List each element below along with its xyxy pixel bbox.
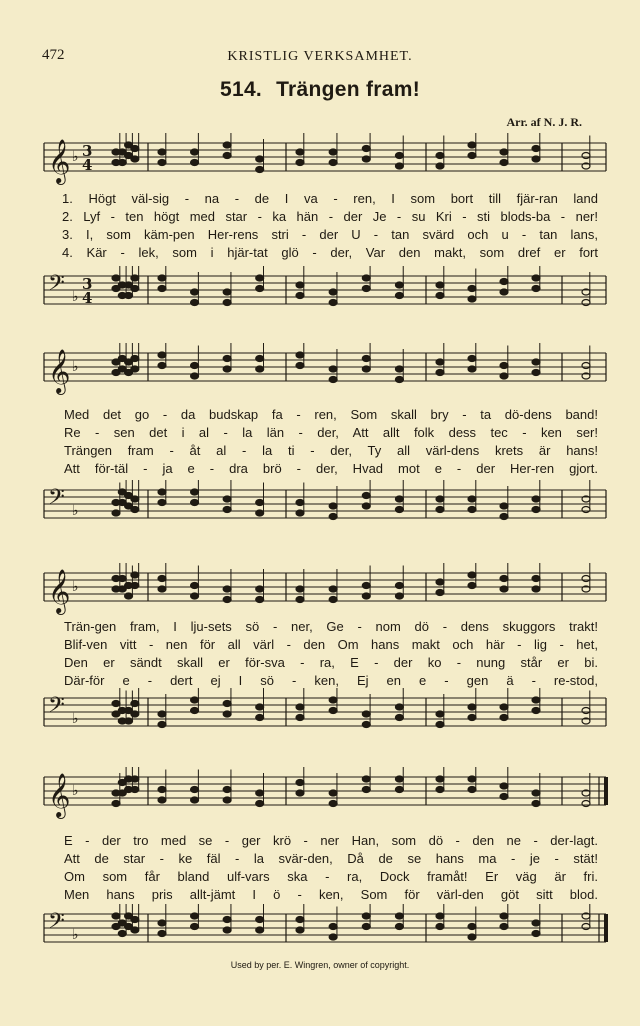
note-head	[158, 797, 166, 803]
note-head	[329, 503, 337, 509]
note-head	[395, 924, 403, 930]
note-head	[532, 370, 540, 376]
note-head	[395, 715, 403, 721]
note-head	[131, 286, 139, 292]
note-head	[329, 924, 337, 930]
flat-key-signature-icon: ♭	[72, 289, 79, 305]
flat-key-signature-icon: ♭	[72, 503, 79, 519]
note-head	[436, 913, 444, 919]
note-head	[296, 597, 304, 603]
flat-key-signature-icon: ♭	[72, 579, 79, 595]
note-head	[468, 583, 476, 589]
time-signature: 3	[82, 275, 93, 293]
note-head	[362, 722, 370, 728]
note-head	[362, 593, 370, 599]
note-head	[223, 597, 231, 603]
music-system-3	[40, 558, 610, 758]
note-head	[223, 496, 231, 502]
note-head	[500, 514, 508, 520]
note-head	[131, 787, 139, 793]
hymn-number: 514.	[219, 78, 263, 101]
note-head	[256, 704, 264, 710]
lyric-verse-2: 2. Lyf - ten högt med star - ka hän - der Je - su Kri - sti blods-ba - ner!	[62, 209, 598, 224]
note-head	[468, 715, 476, 721]
note-head	[468, 296, 476, 302]
flat-key-signature-icon: ♭	[72, 359, 79, 375]
note-head	[468, 572, 476, 578]
note-head	[436, 711, 444, 717]
note-head	[296, 363, 304, 369]
note-head	[436, 496, 444, 502]
note-head	[582, 363, 590, 369]
note-head	[158, 787, 166, 793]
note-head	[329, 289, 337, 295]
note-head	[296, 790, 304, 796]
note-head	[532, 576, 540, 582]
note-head	[436, 776, 444, 782]
lyrics-block-1	[40, 190, 610, 262]
music-system-1	[40, 128, 610, 328]
note-head	[256, 715, 264, 721]
lyric-verse-2: Re - sen det i al - la län - der, Att allt folk dess tec - ken ser!	[64, 425, 598, 440]
note-head	[436, 579, 444, 585]
note-head	[131, 507, 139, 513]
note-head	[296, 282, 304, 288]
note-head	[436, 722, 444, 728]
note-head	[582, 576, 590, 582]
hymn-heading	[0, 78, 640, 102]
bass-clef-icon: 𝄢	[48, 693, 65, 723]
note-head	[582, 300, 590, 306]
note-head	[131, 572, 139, 578]
note-head	[329, 300, 337, 306]
treble-clef-icon: 𝄞	[48, 569, 71, 613]
note-head	[532, 920, 540, 926]
note-head	[158, 711, 166, 717]
note-head	[158, 160, 166, 166]
note-head	[582, 708, 590, 714]
note-head	[395, 776, 403, 782]
treble-staff-3	[40, 563, 610, 623]
note-head	[223, 586, 231, 592]
note-head	[158, 286, 166, 292]
flat-key-signature-icon: ♭	[72, 783, 79, 799]
note-head	[532, 275, 540, 281]
bass-staff-2	[40, 480, 610, 540]
note-head	[131, 366, 139, 372]
note-head	[395, 913, 403, 919]
lyrics-block-3	[40, 618, 610, 690]
note-head	[468, 142, 476, 148]
note-head	[329, 801, 337, 807]
note-head	[436, 924, 444, 930]
note-head	[223, 787, 231, 793]
note-head	[395, 787, 403, 793]
note-head	[362, 366, 370, 372]
lyric-verse-1: E - der tro med se - ger krö - ner Han, som dö - den ne - der-lagt.	[64, 833, 598, 848]
flat-key-signature-icon: ♭	[72, 711, 79, 727]
time-signature: 4	[82, 289, 93, 307]
note-head	[112, 701, 120, 707]
treble-staff-2	[40, 343, 610, 403]
note-head	[118, 576, 126, 582]
note-head	[395, 496, 403, 502]
note-head	[256, 917, 264, 923]
note-head	[468, 934, 476, 940]
note-head	[131, 701, 139, 707]
note-head	[500, 704, 508, 710]
note-head	[468, 787, 476, 793]
note-head	[131, 275, 139, 281]
lyric-verse-4: Där-för e - dert ej I sö - ken, Ej en e - gen ä - re-stod,	[64, 673, 598, 688]
note-head	[296, 510, 304, 516]
note-head	[468, 704, 476, 710]
note-head	[395, 704, 403, 710]
note-head	[532, 697, 540, 703]
note-head	[131, 711, 139, 717]
note-head	[256, 156, 264, 162]
note-head	[223, 289, 231, 295]
note-head	[112, 275, 120, 281]
bass-clef-icon: 𝄢	[48, 909, 65, 939]
note-head	[125, 593, 133, 599]
note-head	[436, 590, 444, 596]
note-head	[191, 363, 199, 369]
bass-clef-icon: 𝄢	[48, 271, 65, 301]
note-head	[223, 507, 231, 513]
lyric-verse-4: Att för-täl - ja e - dra brö - der, Hvad mot e - der Her-ren gjort.	[64, 461, 598, 476]
note-head	[468, 776, 476, 782]
page-number: 472	[42, 47, 65, 63]
bass-staff-4	[40, 904, 610, 964]
note-head	[500, 576, 508, 582]
note-head	[158, 489, 166, 495]
note-head	[468, 366, 476, 372]
treble-staff-1	[40, 133, 610, 193]
note-head	[191, 160, 199, 166]
note-head	[256, 790, 264, 796]
note-head	[362, 913, 370, 919]
treble-staff-4	[40, 767, 610, 827]
note-head	[329, 514, 337, 520]
note-head	[532, 286, 540, 292]
note-head	[329, 597, 337, 603]
note-head	[362, 286, 370, 292]
note-head	[395, 377, 403, 383]
note-head	[395, 153, 403, 159]
note-head	[362, 503, 370, 509]
note-head	[329, 934, 337, 940]
note-head	[500, 363, 508, 369]
note-head	[582, 153, 590, 159]
note-head	[500, 924, 508, 930]
note-head	[191, 149, 199, 155]
note-head	[362, 146, 370, 152]
note-head	[223, 142, 231, 148]
note-head	[191, 583, 199, 589]
note-head	[582, 801, 590, 807]
note-head	[500, 160, 508, 166]
note-head	[362, 356, 370, 362]
note-head	[532, 496, 540, 502]
arranger-credit: Arr. af N. J. R.	[506, 115, 582, 129]
note-head	[191, 489, 199, 495]
note-head	[158, 352, 166, 358]
note-head	[256, 801, 264, 807]
note-head	[500, 279, 508, 285]
bass-staff-3	[40, 688, 610, 748]
note-head	[329, 586, 337, 592]
note-head	[131, 156, 139, 162]
lyric-verse-1: 1. Högt väl-sig - na - de I va - ren, I som bort till fjär-ran land	[62, 191, 598, 206]
note-head	[395, 293, 403, 299]
note-head	[296, 780, 304, 786]
treble-clef-icon: 𝄞	[48, 349, 71, 393]
note-head	[223, 366, 231, 372]
copyright-footer: Used by per. E. Wingren, owner of copyright.	[230, 960, 410, 970]
note-head	[468, 286, 476, 292]
note-head	[329, 149, 337, 155]
note-head	[158, 149, 166, 155]
note-head	[395, 583, 403, 589]
note-head	[362, 924, 370, 930]
time-signature: 4	[82, 156, 93, 174]
note-head	[436, 359, 444, 365]
note-head	[329, 708, 337, 714]
note-head	[468, 496, 476, 502]
note-head	[118, 160, 126, 166]
note-head	[256, 597, 264, 603]
lyric-verse-2: Att de star - ke fäl - la svär-den, Då de se hans ma - je - stät!	[64, 851, 598, 866]
note-head	[329, 160, 337, 166]
note-head	[131, 927, 139, 933]
note-head	[500, 373, 508, 379]
time-signature: 3	[82, 142, 93, 160]
note-head	[532, 931, 540, 937]
note-head	[191, 924, 199, 930]
note-head	[436, 370, 444, 376]
lyrics-block-2	[40, 406, 610, 478]
music-system-2	[40, 338, 610, 538]
treble-clef-icon: 𝄞	[48, 139, 71, 183]
note-head	[582, 507, 590, 513]
note-head	[532, 708, 540, 714]
note-head	[256, 586, 264, 592]
lyric-verse-4: Men hans pris allt-jämt I ö - ken, Som för värl-den göt sitt blod.	[64, 887, 598, 902]
note-head	[191, 913, 199, 919]
note-head	[131, 356, 139, 362]
note-head	[296, 500, 304, 506]
note-head	[112, 510, 120, 516]
note-head	[191, 787, 199, 793]
lyric-verse-2: Blif-ven vitt - nen för all värl - den Om hans makt och här - lig - het,	[64, 637, 598, 652]
note-head	[191, 500, 199, 506]
lyric-verse-3: Den er sändt skall er för-sva - ra, E - der ko - nung står er bi.	[64, 655, 598, 670]
note-head	[191, 708, 199, 714]
note-head	[436, 293, 444, 299]
note-head	[158, 500, 166, 506]
note-head	[500, 783, 508, 789]
note-head	[256, 286, 264, 292]
note-head	[329, 790, 337, 796]
note-head	[500, 149, 508, 155]
note-head	[158, 920, 166, 926]
note-head	[256, 927, 264, 933]
bass-staff-1	[40, 266, 610, 326]
lyric-verse-1: Med det go - da budskap fa - ren, Som skall bry - ta dö-dens band!	[64, 407, 598, 422]
note-head	[532, 586, 540, 592]
hymn-title: Trängen fram!	[276, 78, 420, 101]
note-head	[532, 156, 540, 162]
running-head: KRISTLIG VERKSAMHET.	[227, 49, 413, 64]
lyric-verse-3: 3. I, som käm-pen Her-rens stri - der U - tan svärd och u - tan lans,	[62, 227, 598, 242]
note-head	[191, 797, 199, 803]
note-head	[112, 801, 120, 807]
note-head	[158, 363, 166, 369]
note-head	[500, 913, 508, 919]
note-head	[362, 583, 370, 589]
note-head	[500, 715, 508, 721]
note-head	[468, 507, 476, 513]
note-head	[362, 776, 370, 782]
note-head	[500, 503, 508, 509]
note-head	[131, 583, 139, 589]
note-head	[436, 282, 444, 288]
lyric-verse-3: Trängen fram - åt al - la ti - der, Ty all värl-dens krets är hans!	[64, 443, 598, 458]
note-head	[223, 356, 231, 362]
lyric-verse-3: Om som får bland ulf-vars ska - ra, Dock framåt! Er väg är fri.	[64, 869, 598, 884]
note-head	[362, 275, 370, 281]
note-head	[125, 293, 133, 299]
note-head	[582, 924, 590, 930]
note-head	[532, 507, 540, 513]
note-head	[223, 927, 231, 933]
note-head	[191, 697, 199, 703]
note-head	[532, 790, 540, 796]
note-head	[223, 797, 231, 803]
note-head	[158, 931, 166, 937]
note-head	[362, 156, 370, 162]
lyric-verse-1: Trän-gen fram, I lju-sets sö - ner, Ge - nom dö - dens skuggors trakt!	[64, 619, 598, 634]
note-head	[158, 722, 166, 728]
lyric-verse-4: 4. Kär - lek, som i hjär-tat glö - der, Var den makt, som dref er fort	[62, 245, 598, 260]
note-head	[256, 510, 264, 516]
note-head	[500, 794, 508, 800]
note-head	[395, 282, 403, 288]
note-head	[329, 697, 337, 703]
note-head	[532, 801, 540, 807]
note-head	[468, 153, 476, 159]
note-head	[296, 352, 304, 358]
note-head	[296, 149, 304, 155]
note-head	[436, 507, 444, 513]
note-head	[131, 496, 139, 502]
music-system-4	[40, 762, 610, 962]
lyrics-block-4	[40, 832, 610, 904]
note-head	[500, 586, 508, 592]
treble-clef-icon: 𝄞	[48, 773, 71, 817]
note-head	[223, 153, 231, 159]
note-head	[223, 917, 231, 923]
bass-clef-icon: 𝄢	[48, 485, 65, 515]
note-head	[395, 507, 403, 513]
note-head	[296, 160, 304, 166]
note-head	[436, 787, 444, 793]
note-head	[468, 356, 476, 362]
note-head	[191, 300, 199, 306]
note-head	[256, 275, 264, 281]
note-head	[329, 377, 337, 383]
note-head	[436, 163, 444, 169]
note-head	[395, 366, 403, 372]
note-head	[395, 593, 403, 599]
note-head	[296, 917, 304, 923]
note-head	[131, 776, 139, 782]
note-head	[191, 373, 199, 379]
note-head	[296, 715, 304, 721]
note-head	[362, 787, 370, 793]
note-head	[532, 146, 540, 152]
note-head	[256, 167, 264, 173]
note-head	[112, 913, 120, 919]
note-head	[256, 500, 264, 506]
note-head	[500, 289, 508, 295]
note-head	[158, 586, 166, 592]
note-head	[296, 293, 304, 299]
note-head	[131, 917, 139, 923]
note-head	[362, 711, 370, 717]
flat-key-signature-icon: ♭	[72, 927, 79, 943]
note-head	[118, 931, 126, 937]
note-head	[468, 924, 476, 930]
note-head	[362, 493, 370, 499]
note-head	[296, 927, 304, 933]
note-head	[296, 704, 304, 710]
note-head	[532, 359, 540, 365]
note-head	[125, 718, 133, 724]
flat-key-signature-icon: ♭	[72, 149, 79, 165]
note-head	[329, 366, 337, 372]
note-head	[296, 586, 304, 592]
note-head	[256, 366, 264, 372]
note-head	[158, 576, 166, 582]
note-head	[131, 146, 139, 152]
note-head	[223, 711, 231, 717]
note-head	[223, 701, 231, 707]
note-head	[158, 275, 166, 281]
note-head	[191, 289, 199, 295]
note-head	[436, 153, 444, 159]
note-head	[223, 300, 231, 306]
note-head	[395, 163, 403, 169]
note-head	[191, 593, 199, 599]
note-head	[256, 356, 264, 362]
